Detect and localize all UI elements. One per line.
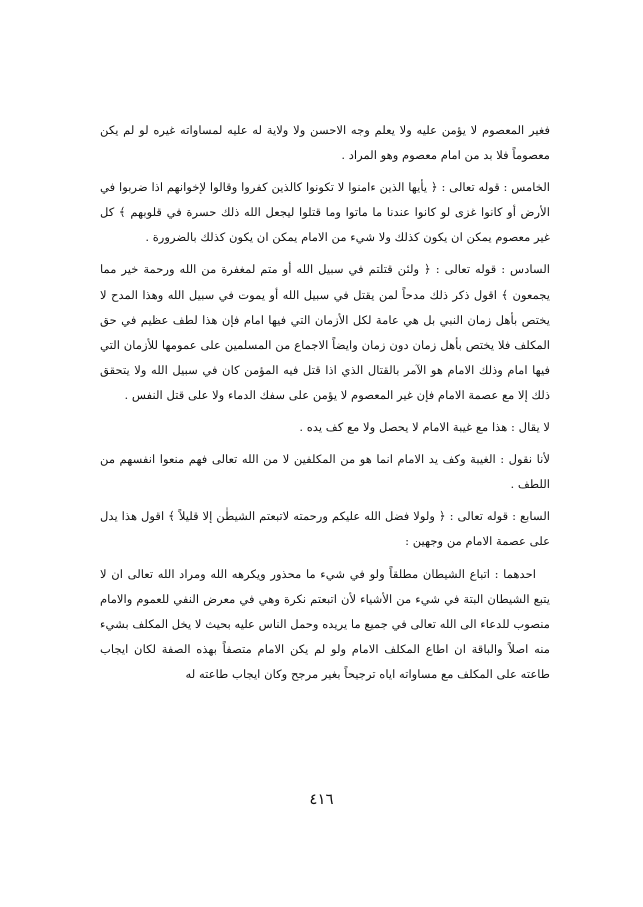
paragraph-first-aspect: احدهما : اتباع الشيطان مطلقاً ولو في شيء ما محذور ويكرهه الله ومراد الله تعالى ان لا يتبع الشيطان البتة في شيء من الأشياء لأن اتبعتم نكرة وهي في معرض النفي للعموم والامام منصوب للدعاء الى الله تعالى في جميع ما يريده وحمل الناس عليه بحيث لا يخل المكلف بشيء منه اصلاً والباقة ان اطاع المكلف الامام ولو لم يكن الامام متصفاً بهذه الصفة لكان ايجاب طاعته على المكلف مع مساواته اياه ترجيحاً بغير مرجح وكان ايجاب طاعته له [100, 566, 550, 681]
body-text [100, 118, 550, 694]
page-number: ٤١٦ [309, 790, 334, 808]
paragraph-seventh-evidence: السابع : قوله تعالى : ﴿ ولولا فضل الله عليكم ورحمته لاتبعتم الشيطٰن إلا قليلاً ﴾ اقول هذا يدل على عصمة الامام من وجهين : [100, 509, 550, 549]
paragraph-continuation: فغير المعصوم لا يؤمن عليه ولا يعلم وجه الاحسن ولا ولاية له عليه لمساواته غيره لو لم يكن معصوماً فلا بد من امام معصوم وهو المراد . [100, 123, 550, 163]
paragraph-objection: لا يقال : هذا مع غيبة الامام لا يحصل ولا مع كف يده . [299, 420, 550, 435]
paragraph-sixth-evidence: السادس : قوله تعالى : ﴿ ولئن قتلتم في سبيل الله أو متم لمغفرة من الله ورحمة خير مما يجمعون ﴾ اقول ذكر ذلك مدحاً لمن يقتل في سبيل الله أو يموت في سبيل الله وهذا المدح لا يختص بأهل زمان النبي بل هي عامة لكل الأزمان التي فيها امام فإن هذا لطف عظيم في حق المكلف فلا يختص بأهل زمان دون زمان وايضاً الاجماع من المسلمين على عمومها للأزمان التي فيها امام وذلك الامام هو الآمر بالقتال الذي اذا قتل فيه المؤمن كان في سبيل الله ولا يتحقق ذلك إلا مع عصمة الامام فإن غير المعصوم لا يؤمن على سفك الدماء ولا على قتل النفس . [100, 262, 550, 402]
paragraph-reply: لأنا نقول : الغيبة وكف يد الامام انما هو من المكلفين لا من الله تعالى فهم منعوا انفسهم من اللطف . [100, 452, 550, 492]
paragraph-fifth-evidence: الخامس : قوله تعالى : ﴿ يأيها الذين ءامنوا لا تكونوا كالذين كفروا وقالوا لإخوانهم اذا ضربوا في الأرض أو كانوا غزى لو كانوا عندنا ما ماتوا وما قتلوا ليجعل الله ذلك حسرة في قلوبهم ﴾ كل غير معصوم يمكن ان يكون كذلك ولا شيء من الامام يمكن ان يكون كذلك بالضرورة . [100, 180, 550, 245]
